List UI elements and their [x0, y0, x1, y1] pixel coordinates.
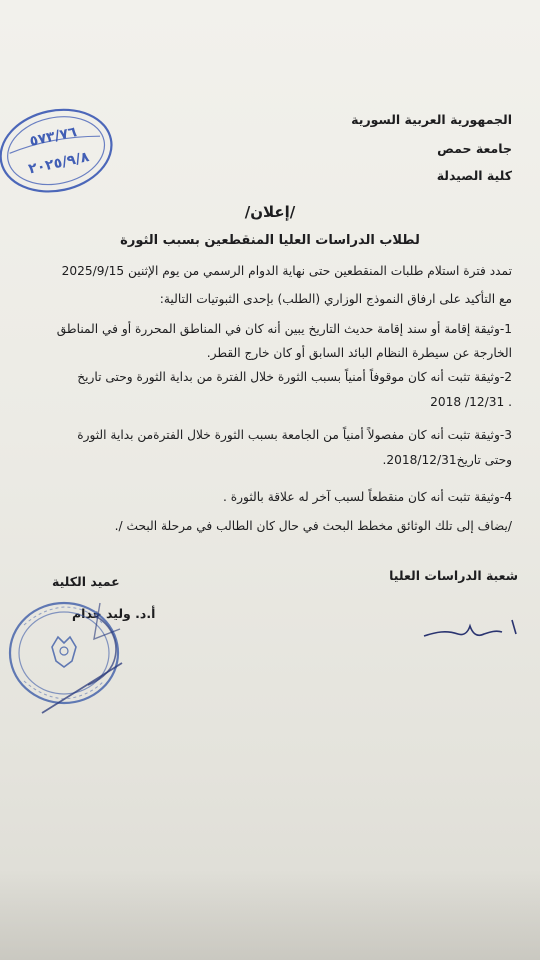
item-4: 4-وثيقة تثبت أنه كان منقطعاً لسبب آخر له علاقة بالثورة . [223, 490, 512, 504]
country-name: الجمهورية العربية السورية [351, 112, 512, 127]
item-3-line-2: وحتى تاريخ2018/12/31. [382, 453, 512, 467]
announcement-subtitle: لطلاب الدراسات العليا المنقطعين بسبب الثورة [120, 233, 420, 248]
faculty-name: كلية الصيدلة [436, 168, 512, 183]
item-1-line-1: 1-وثيقة إقامة أو سند إقامة حديث التاريخ يبين أنه كان في المناطق المحررة أو في المناطق [56, 322, 512, 336]
stamp-date: ٢٠٢٥/٩/٨ [27, 149, 91, 178]
item-2-line-2: 2018 /12/31 . [430, 395, 512, 409]
faculty-seal [2, 585, 162, 715]
research-plan-note: /يضاف إلى تلك الوثائق مخطط البحث في حال كان الطالب في مرحلة البحث /. [114, 519, 512, 533]
dean-name: أ.د. وليد خدام [72, 606, 156, 621]
item-1-line-2: الخارجة عن سيطرة النظام البائد السابق أو كان خارج القطر. [206, 346, 512, 360]
intro-line-2: مع التأكيد على ارفاق النموذج الوزاري (الطلب) بإحدى الثبوتيات التالية: [159, 292, 512, 306]
paper-shadow [0, 870, 540, 960]
graduate-studies-signature [418, 612, 528, 652]
intro-line-1: تمدد فترة استلام طلبات المنقطعين حتى نهاية الدوام الرسمي من يوم الإثنين 2025/9/15 [61, 264, 512, 278]
graduate-studies-title: شعبة الدراسات العليا [389, 568, 518, 583]
university-name: جامعة حمص [437, 141, 512, 156]
announcement-title: /إعلان/ [244, 203, 296, 221]
receipt-stamp [0, 95, 124, 205]
item-2-line-1: 2-وثيقة تثبت أنه كان موقوفاً أمنياً بسبب الثورة خلال الفترة من بداية الثورة وحتى تاريخ [77, 370, 512, 384]
stamp-number: ٥٧٣/٧٦ [28, 124, 79, 150]
item-3-line-1: 3-وثيقة تثبت أنه كان مفصولاً أمنياً من الجامعة بسبب الثورة خلال الفترةمن بداية الثورة [77, 428, 512, 442]
dean-title: عميد الكلية [52, 574, 120, 589]
